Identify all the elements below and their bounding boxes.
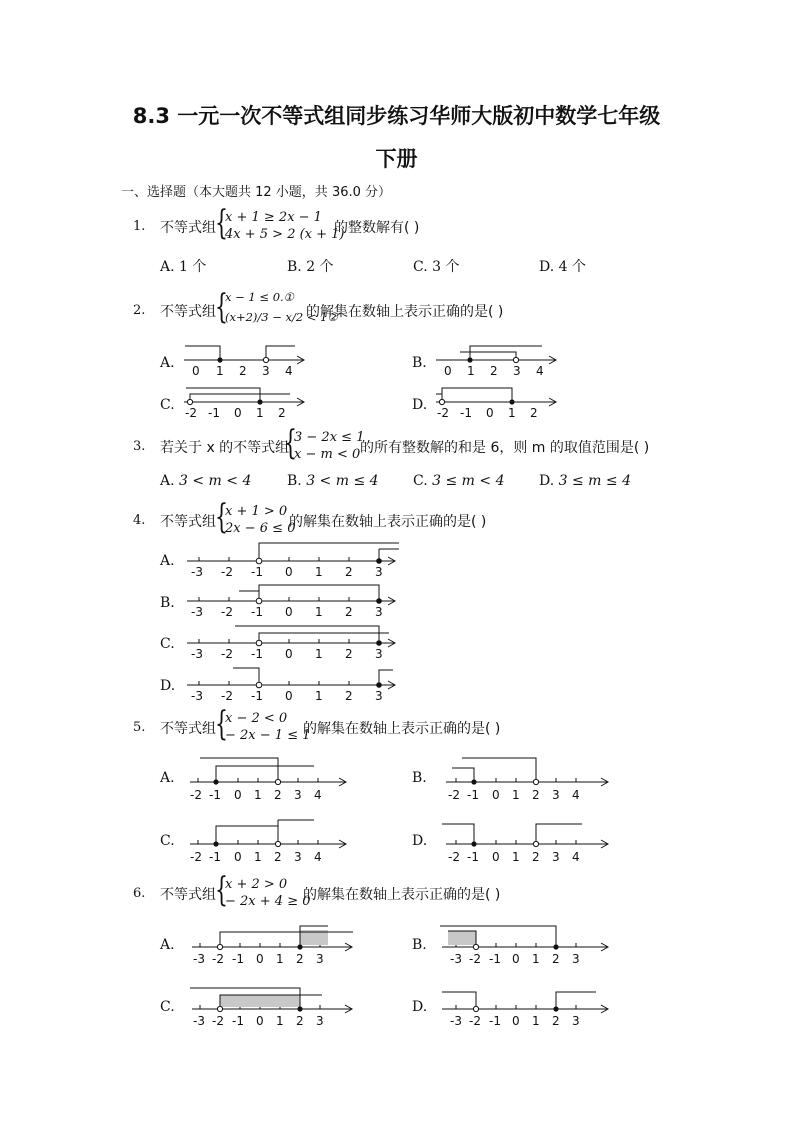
option-a-label[interactable]: A. [160, 770, 175, 786]
tick-label: 0 [234, 850, 242, 864]
tick-label: 2 [296, 1014, 304, 1028]
option-d-label[interactable]: D. [412, 397, 428, 413]
option-d[interactable] [539, 473, 631, 489]
tick-label: 2 [345, 565, 353, 579]
inequality-line-2: 2x − 6 ≤ 0 [225, 521, 296, 536]
option-text: 4 个 [558, 259, 586, 275]
option-b[interactable] [287, 256, 334, 276]
tick-label: 0 [234, 406, 242, 420]
tick-label: -1 [208, 406, 220, 420]
number-line-option-c [188, 984, 358, 1030]
question-prefix: 不等式组 [160, 304, 216, 320]
option-label: C. [413, 259, 428, 275]
tick-label: 1 [532, 1014, 540, 1028]
tick-label: 4 [314, 850, 322, 864]
tick-label: 2 [278, 406, 286, 420]
option-text: 3 < m ≤ 4 [306, 473, 379, 489]
section-heading: 一、选择题（本大题共 12 小题，共 36.0 分） [121, 185, 392, 200]
tick-label: -3 [191, 605, 203, 619]
tick-label: -3 [191, 689, 203, 703]
number-line-option-b [183, 581, 403, 621]
inequality-line-2: − 2x − 1 ≤ 1 [225, 728, 311, 743]
tick-label: 2 [552, 1014, 560, 1028]
tick-label: -1 [251, 605, 263, 619]
inequality-line-2: x − m < 0 [294, 447, 361, 462]
tick-label: 1 [512, 850, 520, 864]
tick-label: -2 [221, 565, 233, 579]
inequality-line-2: (x+2)/3 − x/2 < 1② [225, 310, 338, 324]
tick-label: -3 [193, 1014, 205, 1028]
tick-label: 2 [345, 689, 353, 703]
tick-label: 0 [234, 788, 242, 802]
tick-label: 0 [492, 788, 500, 802]
question-suffix: 的解集在数轴上表示正确的是( ) [303, 887, 501, 903]
option-b-label[interactable]: B. [412, 937, 427, 953]
number-line-option-b [432, 342, 562, 378]
tick-label: -1 [489, 1014, 501, 1028]
tick-label: -1 [251, 689, 263, 703]
tick-label: 3 [572, 952, 580, 966]
tick-label: -1 [467, 850, 479, 864]
question-prefix: 不等式组 [160, 514, 216, 530]
option-label: A. [160, 473, 175, 489]
inequality-line-1: x + 1 > 0 [225, 504, 288, 519]
number-line-option-d [442, 814, 612, 866]
option-a-label[interactable]: A. [160, 355, 175, 371]
number-line-option-c [180, 383, 310, 419]
tick-label: 0 [512, 1014, 520, 1028]
option-a-label[interactable]: A. [160, 937, 175, 953]
tick-label: 4 [572, 788, 580, 802]
option-b-label[interactable]: B. [160, 595, 175, 611]
brace-symbol: { [284, 423, 297, 463]
tick-label: -2 [221, 605, 233, 619]
option-d-label[interactable]: D. [412, 999, 428, 1015]
tick-label: -3 [450, 1014, 462, 1028]
tick-label: 2 [530, 406, 538, 420]
number-line-option-a [186, 752, 351, 804]
tick-label: 0 [285, 647, 293, 661]
tick-label: 1 [508, 406, 516, 420]
option-b[interactable] [287, 473, 379, 489]
tick-label: 0 [486, 406, 494, 420]
option-c-label[interactable]: C. [160, 636, 175, 652]
tick-label: 0 [192, 364, 200, 378]
tick-label: 3 [513, 364, 521, 378]
option-d[interactable] [539, 256, 586, 276]
question-suffix: 的所有整数解的和是 6，则 m 的取值范围是( ) [360, 440, 650, 456]
tick-label: 4 [285, 364, 293, 378]
question-suffix: 的解集在数轴上表示正确的是( ) [289, 514, 487, 530]
option-label: B. [287, 473, 302, 489]
tick-label: 2 [532, 850, 540, 864]
option-text: 1 个 [179, 259, 207, 275]
number-line-option-b [442, 752, 612, 804]
tick-label: 1 [216, 364, 224, 378]
tick-label: 1 [276, 952, 284, 966]
tick-label: 0 [285, 689, 293, 703]
option-text: 3 ≤ m ≤ 4 [558, 473, 631, 489]
inequality-line-2: − 2x + 4 ≥ 0 [225, 894, 311, 909]
option-c-label[interactable]: C. [160, 833, 175, 849]
option-c-label[interactable]: C. [160, 397, 175, 413]
brace-symbol: { [215, 203, 228, 243]
tick-label: 3 [294, 850, 302, 864]
tick-label: -3 [450, 952, 462, 966]
tick-label: -1 [460, 406, 472, 420]
number-line-option-d [432, 383, 562, 419]
tick-label: 3 [375, 565, 383, 579]
tick-label: 0 [256, 952, 264, 966]
tick-label: -2 [469, 1014, 481, 1028]
tick-label: 1 [254, 850, 262, 864]
option-text: 3 ≤ m < 4 [432, 473, 505, 489]
tick-label: -2 [469, 952, 481, 966]
tick-label: -1 [251, 565, 263, 579]
tick-label: 0 [512, 952, 520, 966]
inequality-line-1: x + 2 > 0 [225, 877, 288, 892]
inequality-line-2: 4x + 5 > 2 (x + 1) [225, 227, 345, 242]
tick-label: 1 [467, 364, 475, 378]
option-text: 2 个 [306, 259, 334, 275]
tick-label: -2 [190, 788, 202, 802]
tick-label: -2 [212, 1014, 224, 1028]
option-c[interactable] [413, 256, 459, 276]
tick-label: 3 [294, 788, 302, 802]
question-number: 2. [133, 303, 146, 318]
option-label: B. [287, 259, 302, 275]
question-prefix: 不等式组 [160, 220, 216, 236]
question-number: 3. [133, 439, 146, 454]
question-prefix: 不等式组 [160, 721, 216, 737]
tick-label: -2 [212, 952, 224, 966]
tick-label: 2 [532, 788, 540, 802]
option-label: C. [413, 473, 428, 489]
option-b-label[interactable]: B. [412, 770, 427, 786]
tick-label: 1 [256, 406, 264, 420]
tick-label: 2 [490, 364, 498, 378]
option-label: D. [539, 473, 555, 489]
number-line-option-d [438, 984, 613, 1030]
tick-label: 3 [316, 952, 324, 966]
page-title-line2: 下册 [375, 147, 418, 171]
option-c-label[interactable]: C. [160, 999, 175, 1015]
tick-label: 3 [375, 689, 383, 703]
tick-label: 2 [274, 850, 282, 864]
number-line-option-c [183, 622, 403, 662]
question-number: 1. [133, 219, 146, 234]
tick-label: -1 [232, 1014, 244, 1028]
tick-label: -1 [209, 850, 221, 864]
tick-label: -2 [185, 406, 197, 420]
question-number: 4. [133, 513, 146, 528]
tick-label: 4 [536, 364, 544, 378]
tick-label: -3 [193, 952, 205, 966]
tick-label: -2 [221, 689, 233, 703]
tick-label: 0 [492, 850, 500, 864]
question-prefix: 不等式组 [160, 887, 216, 903]
tick-label: 4 [314, 788, 322, 802]
tick-label: 4 [572, 850, 580, 864]
question-number: 6. [133, 886, 146, 901]
tick-label: -2 [437, 406, 449, 420]
number-line-option-c [186, 814, 351, 866]
tick-label: 1 [276, 1014, 284, 1028]
option-a[interactable] [160, 473, 251, 489]
tick-label: -2 [448, 850, 460, 864]
tick-label: 2 [296, 952, 304, 966]
tick-label: 1 [532, 952, 540, 966]
option-b-label[interactable]: B. [412, 355, 427, 371]
question-suffix: 的解集在数轴上表示正确的是( ) [306, 304, 504, 320]
inequality-line-1: x − 2 < 0 [225, 711, 288, 726]
tick-label: 2 [345, 647, 353, 661]
tick-label: 3 [572, 1014, 580, 1028]
option-a[interactable] [160, 256, 206, 276]
number-line-option-d [183, 664, 403, 704]
number-line-option-a [180, 342, 310, 378]
tick-label: 3 [552, 850, 560, 864]
tick-label: 2 [552, 952, 560, 966]
brace-symbol: { [215, 870, 228, 910]
inequality-line-1: x + 1 ≥ 2x − 1 [225, 210, 322, 225]
option-d-label[interactable]: D. [412, 833, 428, 849]
tick-label: -2 [448, 788, 460, 802]
tick-label: -2 [221, 647, 233, 661]
option-text: 3 < m < 4 [179, 473, 252, 489]
inequality-line-1: x − 1 ≤ 0.① [225, 290, 294, 304]
tick-label: 3 [262, 364, 270, 378]
tick-label: -1 [467, 788, 479, 802]
tick-label: -2 [190, 850, 202, 864]
tick-label: 1 [254, 788, 262, 802]
tick-label: 3 [552, 788, 560, 802]
tick-label: 1 [315, 647, 323, 661]
tick-label: -3 [191, 647, 203, 661]
tick-label: -1 [251, 647, 263, 661]
number-line-option-a [188, 922, 358, 968]
page-title: 8.3 一元一次不等式组同步练习华师大版初中数学七年级 [132, 104, 661, 128]
question-prefix: 若关于 x 的不等式组 [160, 440, 290, 456]
brace-symbol: { [215, 287, 228, 327]
tick-label: -1 [232, 952, 244, 966]
tick-label: 3 [375, 647, 383, 661]
question-suffix: 的解集在数轴上表示正确的是( ) [303, 721, 501, 737]
inequality-line-1: 3 − 2x ≤ 1 [294, 430, 365, 445]
tick-label: -3 [191, 565, 203, 579]
number-line-option-a [183, 539, 403, 579]
brace-symbol: { [215, 704, 228, 744]
brace-symbol: { [215, 497, 228, 537]
tick-label: 0 [444, 364, 452, 378]
tick-label: 2 [239, 364, 247, 378]
number-line-option-b [438, 922, 613, 968]
tick-label: 0 [256, 1014, 264, 1028]
tick-label: 3 [316, 1014, 324, 1028]
tick-label: 1 [315, 689, 323, 703]
tick-label: 2 [274, 788, 282, 802]
tick-label: 2 [345, 605, 353, 619]
tick-label: -1 [489, 952, 501, 966]
tick-label: -1 [209, 788, 221, 802]
option-label: A. [160, 259, 175, 275]
tick-label: 1 [315, 605, 323, 619]
tick-label: 1 [315, 565, 323, 579]
option-label: D. [539, 259, 555, 275]
question-number: 5. [133, 720, 146, 735]
option-c[interactable] [413, 473, 504, 489]
option-a-label[interactable]: A. [160, 553, 175, 569]
tick-label: 0 [285, 565, 293, 579]
option-text: 3 个 [432, 259, 460, 275]
tick-label: 3 [375, 605, 383, 619]
tick-label: 0 [285, 605, 293, 619]
option-d-label[interactable]: D. [160, 678, 176, 694]
question-suffix: 的整数解有( ) [334, 220, 420, 236]
tick-label: 1 [512, 788, 520, 802]
